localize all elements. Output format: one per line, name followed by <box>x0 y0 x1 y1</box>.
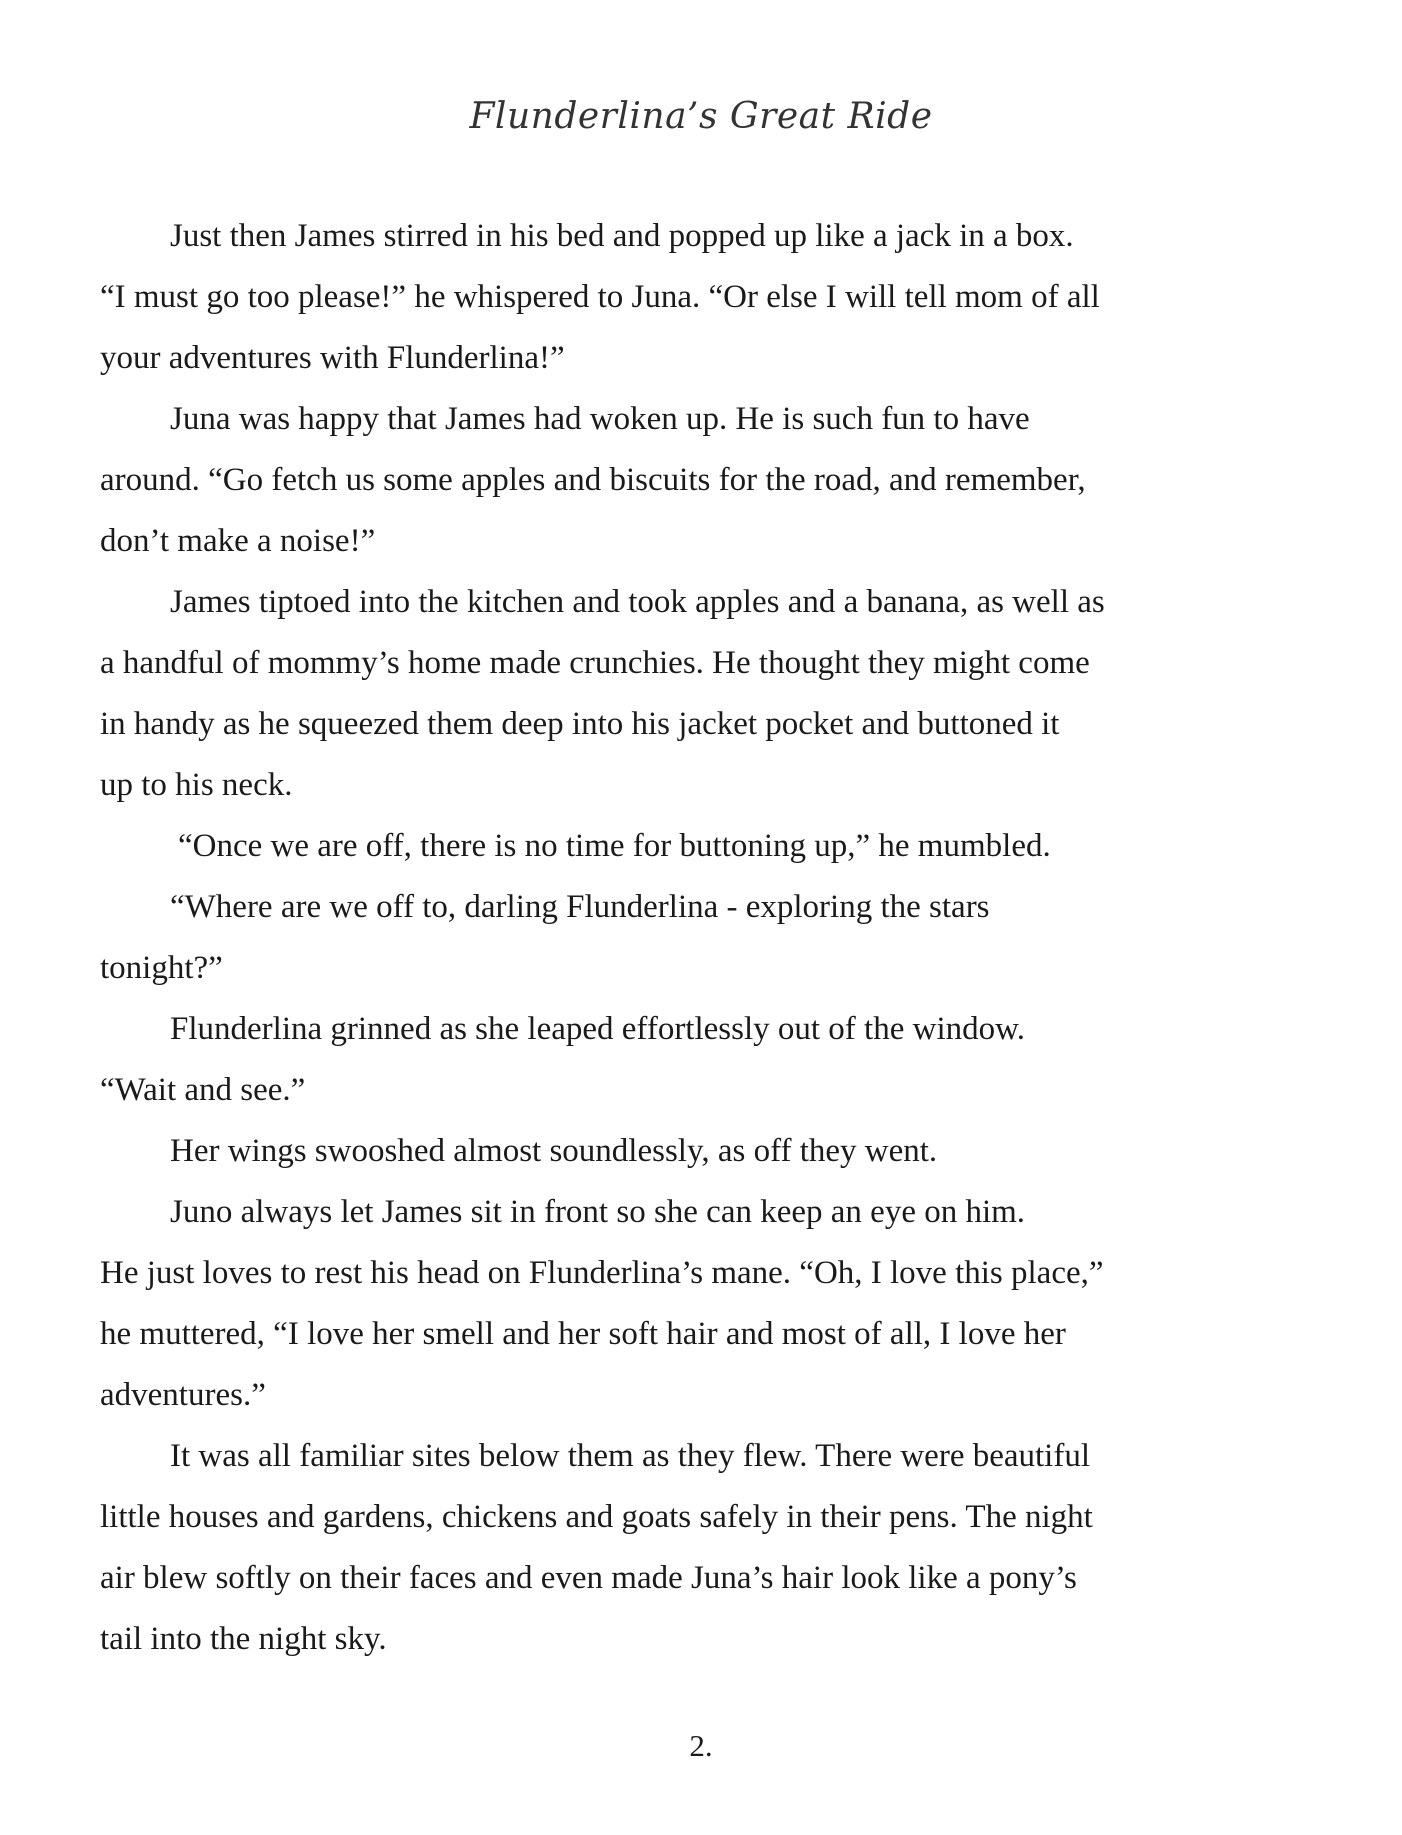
text-line: don’t make a noise!” <box>100 523 376 559</box>
text-line: around. “Go fetch us some apples and biscuits for the road, and remember, <box>100 462 1086 498</box>
text-line: He just loves to rest his head on Flunderlina’s mane. “Oh, I love this place,” <box>100 1255 1104 1291</box>
text-line: Juna was happy that James had woken up. He is such fun to have <box>170 401 1030 437</box>
text-line: a handful of mommy’s home made crunchies. He thought they might come <box>100 645 1090 681</box>
text-line: your adventures with Flunderlina!” <box>100 340 565 376</box>
text-line: “Where are we off to, darling Flunderlina - exploring the stars <box>170 889 990 925</box>
running-header-title: Flunderlina’s Great Ride <box>469 96 933 137</box>
page-number: 2. <box>689 1728 713 1763</box>
text-line: up to his neck. <box>100 767 293 803</box>
text-line: It was all familiar sites below them as they flew. There were beautiful <box>170 1438 1091 1474</box>
text-line: Her wings swooshed almost soundlessly, as off they went. <box>170 1133 938 1169</box>
text-line: tonight?” <box>100 950 223 986</box>
text-line: he muttered, “I love her smell and her soft hair and most of all, I love her <box>100 1316 1066 1352</box>
text-line: in handy as he squeezed them deep into his jacket pocket and buttoned it <box>100 706 1060 742</box>
text-line: “Once we are off, there is no time for buttoning up,” he mumbled. <box>178 828 1051 864</box>
text-line: James tiptoed into the kitchen and took apples and a banana, as well as <box>170 584 1105 620</box>
text-line: air blew softly on their faces and even made Juna’s hair look like a pony’s <box>100 1560 1077 1596</box>
text-line: “Wait and see.” <box>100 1072 306 1108</box>
text-line: little houses and gardens, chickens and goats safely in their pens. The night <box>100 1499 1093 1535</box>
text-line: tail into the night sky. <box>100 1621 387 1657</box>
text-line: “I must go too please!” he whispered to Juna. “Or else I will tell mom of all <box>100 279 1100 315</box>
text-line: Just then James stirred in his bed and popped up like a jack in a box. <box>170 218 1074 254</box>
text-line: adventures.” <box>100 1377 266 1413</box>
text-line: Flunderlina grinned as she leaped effortlessly out of the window. <box>170 1011 1026 1047</box>
text-line: Juno always let James sit in front so she can keep an eye on him. <box>170 1194 1026 1230</box>
story-text <box>100 206 1310 1670</box>
